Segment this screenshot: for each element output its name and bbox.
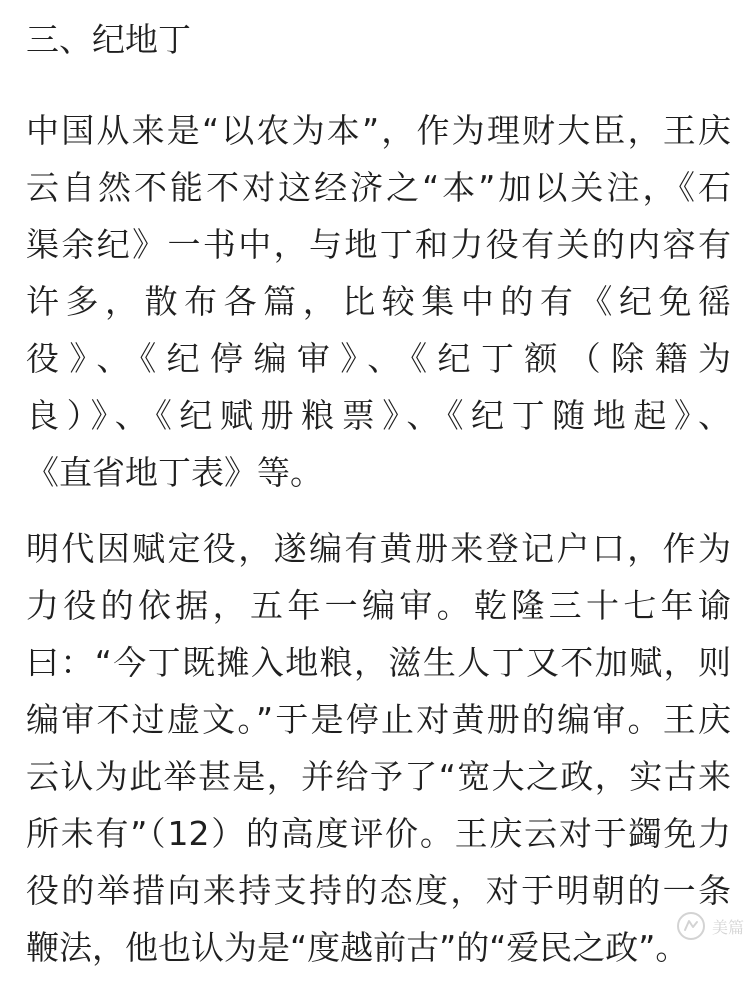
text-line: 中国从来是“以农为本”，作为理财大臣，王庆 [26, 111, 731, 150]
text-line: 鞭法，他也认为是“度越前古”的“爱民之政”。 [26, 928, 689, 967]
paragraph-1 [26, 102, 731, 501]
paragraph-2 [26, 520, 731, 976]
text-line: 役的举措向来持支持的态度，对于明朝的一条 [26, 871, 731, 910]
text-line: 云自然不能不对这经济之“本”加以关注，《石 [26, 168, 731, 207]
text-line: 编审不过虚文。”于是停止对黄册的编审。王庆 [26, 700, 731, 739]
text-line: 云认为此举甚是，并给予了“宽大之政，实古来 [26, 757, 731, 796]
text-line: 《直省地丁表》等。 [26, 453, 323, 492]
text-line: 明代因赋定役，遂编有黄册来登记户口，作为 [26, 529, 731, 568]
text-line: 曰：“今丁既摊入地粮，滋生人丁又不加赋，则 [26, 643, 731, 682]
section-heading: 三、纪地丁 [26, 20, 191, 59]
text-line: 力役的依据，五年一编审。乾隆三十七年谕 [26, 586, 731, 625]
watermark-text: 美篇 [711, 917, 744, 937]
watermark [676, 911, 744, 941]
text-line: 役》、《纪停编审》、《纪丁额（除籍为 [26, 339, 731, 378]
text-line: 所未有”（12）的高度评价。王庆云对于蠲免力 [26, 814, 731, 853]
text-line: 良）》、《纪赋册粮票》、《纪丁随地起》、 [26, 396, 731, 435]
meipian-logo-icon [676, 911, 706, 941]
text-line: 许多，散布各篇，比较集中的有《纪免徭 [26, 282, 731, 321]
text-line: 渠余纪》一书中，与地丁和力役有关的内容有 [26, 225, 731, 264]
